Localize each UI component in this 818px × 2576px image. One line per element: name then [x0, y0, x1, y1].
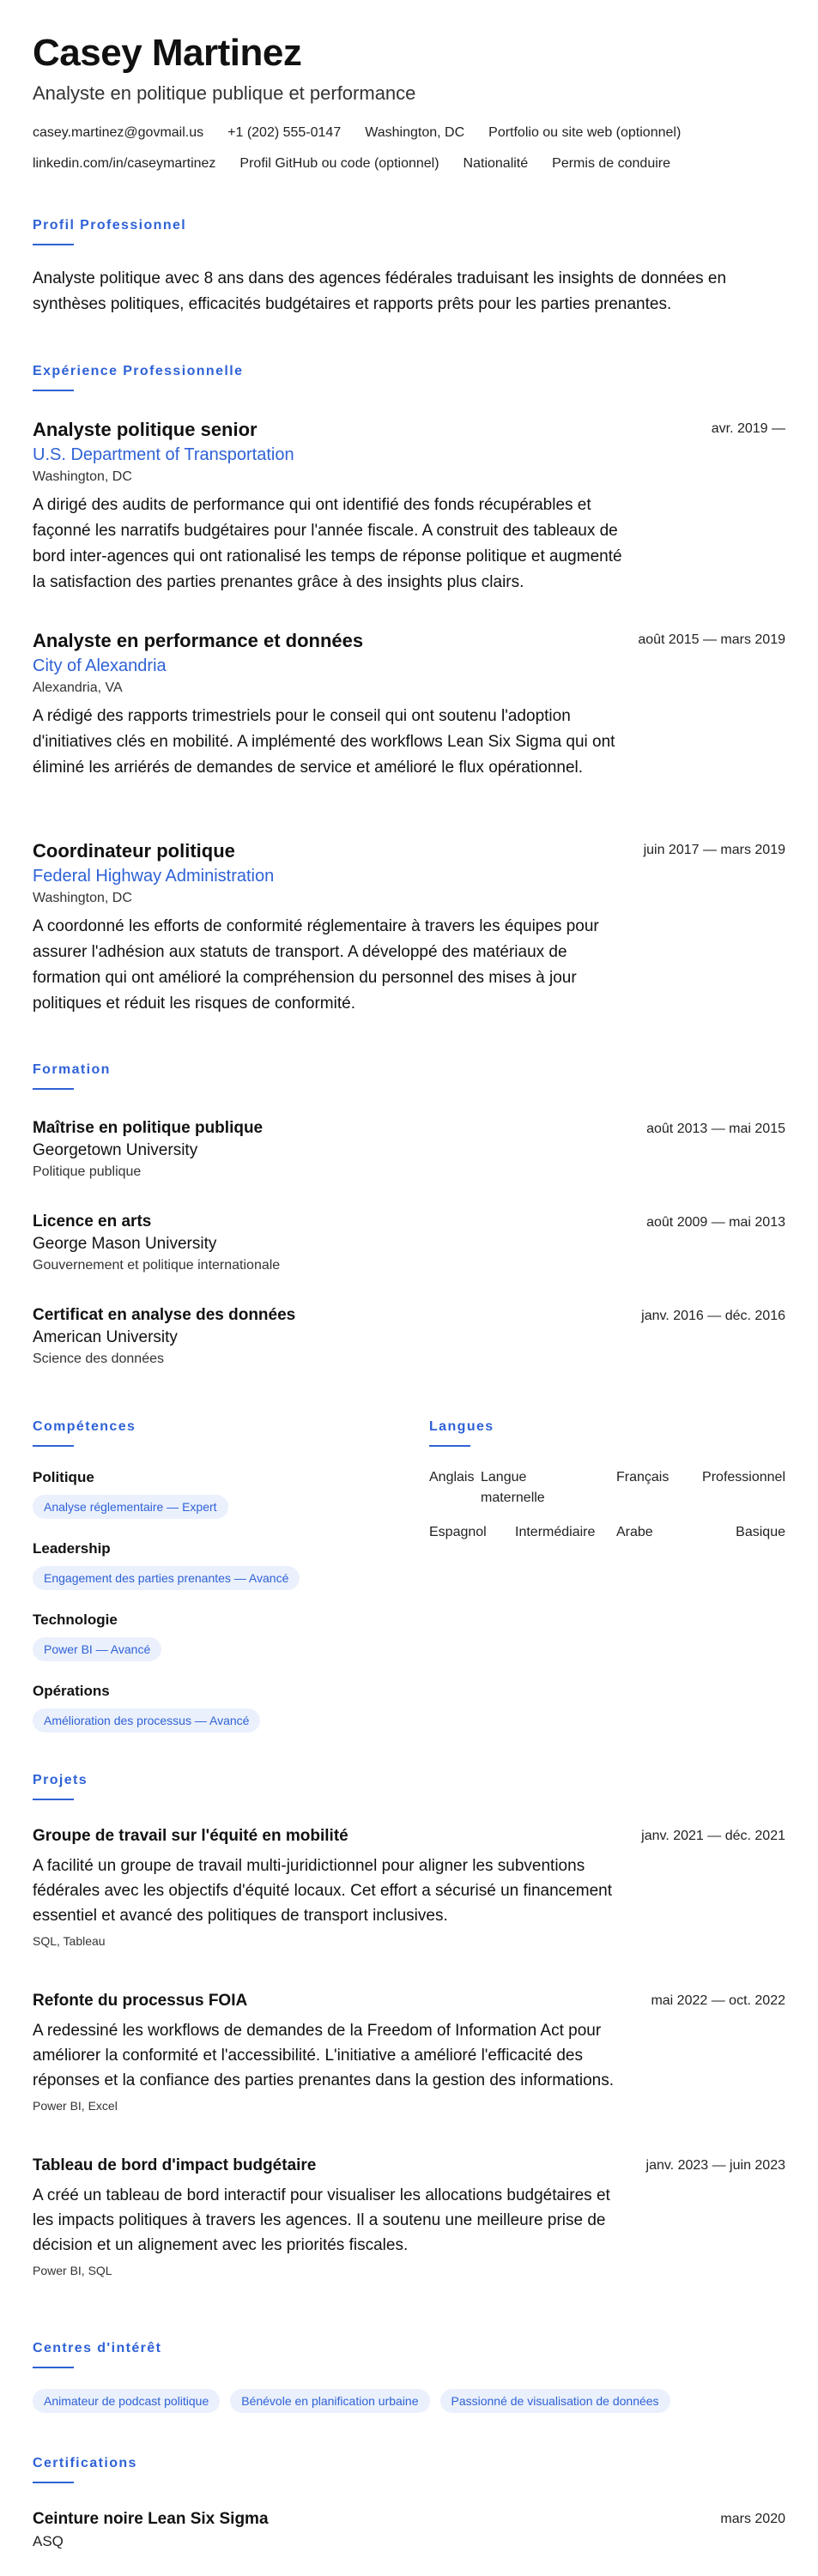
section-title-languages: Langues	[429, 1419, 494, 1434]
skill-tag: Analyse réglementaire — Expert	[33, 1495, 228, 1519]
job-title: Coordinateur politique	[33, 840, 235, 862]
skill-tag: Amélioration des processus — Avancé	[33, 1708, 260, 1732]
interest-tag: Animateur de podcast politique	[33, 2389, 220, 2413]
education-dates: janv. 2016 — déc. 2016	[641, 1309, 785, 1323]
skill-category: Opérations	[33, 1683, 110, 1699]
interest-tag: Bénévole en planification urbaine	[230, 2389, 429, 2413]
degree-title: Licence en arts	[33, 1212, 152, 1231]
job-location: Washington, DC	[33, 469, 132, 484]
contact-nationality: Nationalité	[463, 156, 529, 171]
contact-portfolio[interactable]: Portfolio ou site web (optionnel)	[488, 125, 682, 140]
job-location: Alexandria, VA	[33, 680, 123, 695]
contact-location: Washington, DC	[365, 125, 465, 140]
project-technologies: SQL, Tableau	[33, 1934, 106, 1948]
project-dates: janv. 2023 — juin 2023	[645, 2158, 785, 2173]
contact-github[interactable]: Profil GitHub ou code (optionnel)	[239, 156, 439, 171]
section-title-skills: Compétences	[33, 1419, 136, 1434]
field-of-study: Science des données	[33, 1351, 164, 1366]
candidate-headline: Analyste en politique publique et performance	[33, 82, 416, 104]
project-title: Refonte du processus FOIA	[33, 1992, 248, 2010]
job-description: A rédigé des rapports trimestriels pour le conseil qui ont soutenu l'adoption d'initiatives clés en mobilité. A implémenté des workflows Lean Six Sigma qui ont éliminé les arriérés de demandes de service et amélioré le flux opérationnel.	[33, 707, 615, 777]
languages-column	[429, 1467, 785, 1570]
section-rule	[33, 1088, 74, 1090]
contact-linkedin[interactable]: linkedin.com/in/caseymartinez	[33, 156, 216, 171]
education-dates: août 2013 — mai 2015	[646, 1122, 785, 1136]
field-of-study: Politique publique	[33, 1164, 142, 1179]
skill-tag: Engagement des parties prenantes — Avancé	[33, 1566, 300, 1590]
section-title-profile: Profil Professionnel	[33, 218, 187, 233]
certification-issuer: ASQ	[33, 2533, 64, 2549]
job-dates: avr. 2019 —	[711, 421, 785, 436]
education-dates: août 2009 — mai 2013	[646, 1215, 785, 1230]
interests-list	[33, 2389, 785, 2413]
project-dates: mai 2022 — oct. 2022	[651, 1993, 785, 2008]
experience-entry	[33, 417, 785, 596]
project-description: A créé un tableau de bord interactif pour visualiser les allocations budgétaires et les impacts politiques à travers les agences. Il a soutenu une meilleure prise de décision et un alignement avec les priorités fiscales.	[33, 2186, 610, 2254]
section-title-certifications: Certifications	[33, 2456, 137, 2470]
section-rule	[33, 1445, 74, 1447]
job-dates: juin 2017 — mars 2019	[643, 843, 785, 857]
skill-category: Leadership	[33, 1540, 111, 1557]
language-level: Intermédiaire	[515, 1525, 596, 1539]
skill-group	[33, 1610, 161, 1661]
certification-entry	[33, 2507, 785, 2552]
contact-email[interactable]: casey.martinez@govmail.us	[33, 125, 204, 140]
experience-entry	[33, 628, 785, 781]
school-name: George Mason University	[33, 1235, 217, 1253]
project-dates: janv. 2021 — déc. 2021	[641, 1829, 785, 1843]
section-title-education: Formation	[33, 1062, 111, 1077]
skill-category: Technologie	[33, 1612, 118, 1628]
language-level: Basique	[736, 1525, 785, 1539]
skill-group	[33, 1681, 260, 1732]
skill-category: Politique	[33, 1469, 94, 1485]
job-title: Analyste en performance et données	[33, 630, 364, 651]
certification-title: Ceinture noire Lean Six Sigma	[33, 2510, 269, 2528]
job-location: Washington, DC	[33, 891, 132, 905]
contact-phone[interactable]: +1 (202) 555-0147	[227, 125, 342, 140]
language-name: Arabe	[616, 1525, 653, 1539]
experience-entry	[33, 838, 785, 1017]
project-entry	[33, 1989, 785, 2115]
job-organization: Federal Highway Administration	[33, 867, 275, 886]
project-entry	[33, 2154, 785, 2280]
section-rule	[33, 2367, 74, 2368]
job-dates: août 2015 — mars 2019	[638, 632, 785, 647]
language-level: Professionnel	[702, 1470, 785, 1485]
candidate-name: Casey Martinez	[33, 32, 302, 74]
resume-header	[33, 26, 785, 105]
project-description: A redessiné les workflows de demandes de la Freedom of Information Act pour améliorer la conformité et l'accessibilité. L'initiative a amélioré l'efficacité des réponses et la confiance des parties prenantes dans la gestion des informations.	[33, 2022, 615, 2089]
project-technologies: Power BI, SQL	[33, 2264, 112, 2277]
language-name: Espagnol	[429, 1525, 487, 1539]
field-of-study: Gouvernement et politique internationale	[33, 1258, 281, 1273]
job-title: Analyste politique senior	[33, 419, 258, 440]
project-title: Groupe de travail sur l'équité en mobilité	[33, 1827, 348, 1845]
skill-group	[33, 1467, 228, 1519]
education-entry	[33, 1117, 785, 1182]
section-rule	[33, 244, 74, 245]
contact-license: Permis de conduire	[552, 156, 670, 171]
school-name: Georgetown University	[33, 1141, 198, 1159]
job-description: A dirigé des audits de performance qui ont identifié des fonds récupérables et façonné les narratifs budgétaires pour l'année fiscale. A construit des tableaux de bord inter-agences qui ont rationalisé les temps de réponse politique et augmenté la satisfaction des parties prenantes grâce à des insights plus clairs.	[33, 496, 622, 591]
school-name: American University	[33, 1328, 178, 1346]
project-description: A facilité un groupe de travail multi-juridictionnel pour aligner les subventions fédérales avec les objectifs d'équité locaux. Cet effort a sécurisé un financement essentiel et avancé des politiques de transport inclusives.	[33, 1857, 612, 1925]
project-entry	[33, 1824, 785, 1950]
job-description: A coordonné les efforts de conformité réglementaire à travers les équipes pour assurer l'adhésion aux statuts de transport. A développé des matériaux de formation qui ont amélioré la compréhension du personnel des mises à jour politiques et réduit les risques de conformité.	[33, 917, 599, 1013]
skill-group	[33, 1539, 300, 1590]
education-entry	[33, 1211, 785, 1276]
language-name: Anglais	[429, 1470, 475, 1485]
job-organization: City of Alexandria	[33, 656, 167, 675]
section-title-experience: Expérience Professionnelle	[33, 364, 244, 378]
skill-tag: Power BI — Avancé	[33, 1637, 161, 1661]
project-technologies: Power BI, Excel	[33, 2099, 118, 2113]
job-organization: U.S. Department of Transportation	[33, 445, 294, 464]
contact-line-1	[33, 125, 785, 141]
section-title-interests: Centres d'intérêt	[33, 2341, 162, 2355]
contact-line-2	[33, 156, 785, 172]
profile-summary: Analyste politique avec 8 ans dans des agences fédérales traduisant les insights de données en synthèses politiques, efficacités budgétaires et rapports prêts pour les parties prenantes.	[33, 269, 727, 313]
project-title: Tableau de bord d'impact budgétaire	[33, 2156, 317, 2174]
education-entry	[33, 1304, 785, 1370]
section-title-projects: Projets	[33, 1773, 88, 1787]
section-rule	[33, 1799, 74, 1800]
language-name: Français	[616, 1470, 670, 1485]
section-rule	[33, 390, 74, 391]
certification-date: mars 2020	[720, 2512, 785, 2526]
section-rule	[429, 1445, 470, 1447]
degree-title: Certificat en analyse des données	[33, 1306, 296, 1324]
language-level: Langue maternelle	[481, 1470, 545, 1505]
interest-tag: Passionné de visualisation de données	[440, 2389, 670, 2413]
degree-title: Maîtrise en politique publique	[33, 1119, 264, 1137]
section-rule	[33, 2482, 74, 2483]
